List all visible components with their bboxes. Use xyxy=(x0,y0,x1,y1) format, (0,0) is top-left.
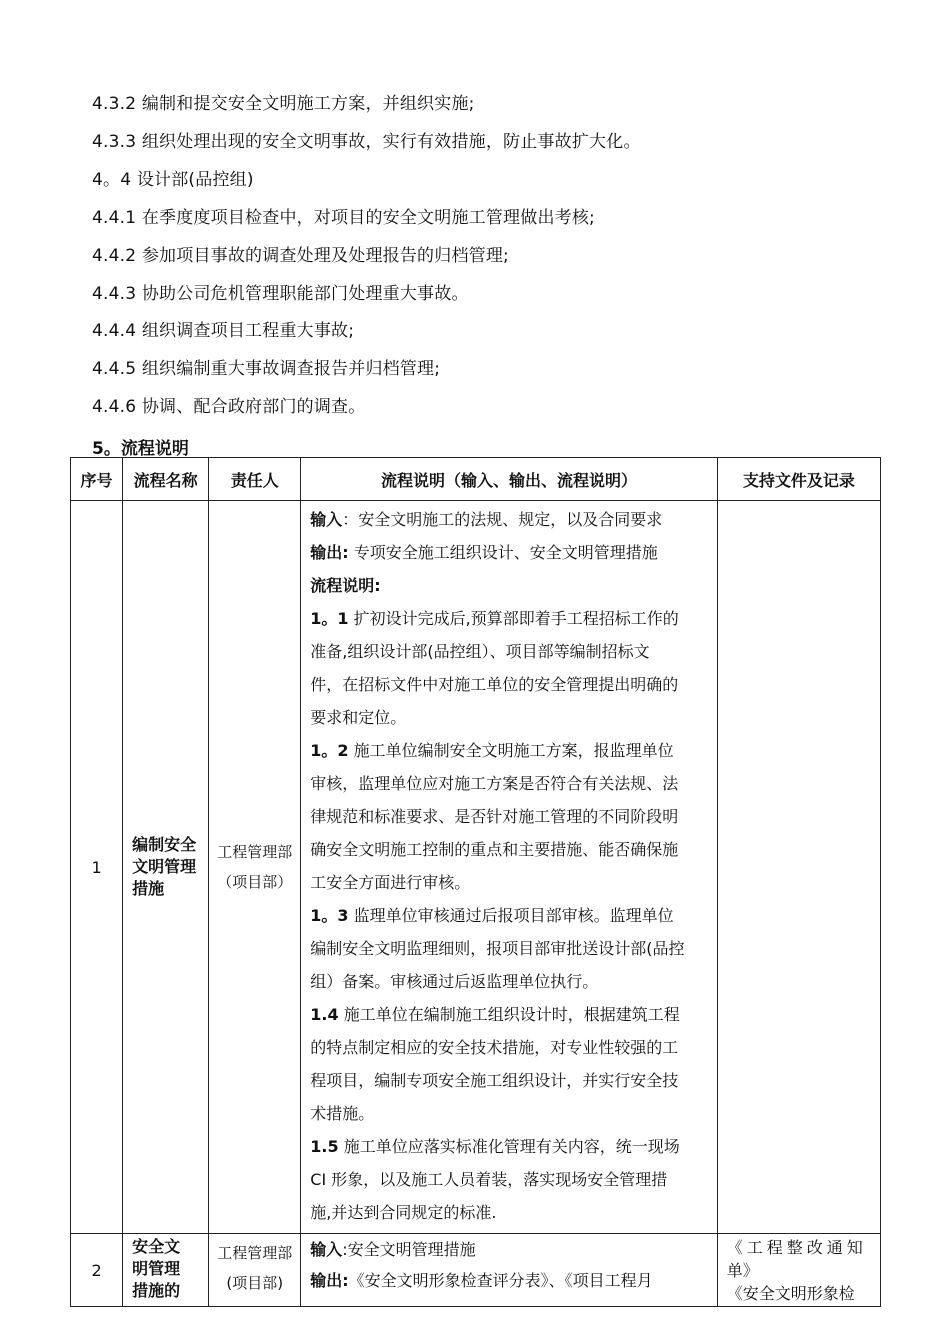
header-docs: 支持文件及记录 xyxy=(717,458,880,501)
row1-docs xyxy=(717,501,880,1234)
para-4-4-3: 4.4.3 协助公司危机管理职能部门处理重大事故。 xyxy=(92,284,469,304)
input-text: ：安全文明施工的法规、规定，以及合同要求 xyxy=(342,510,663,529)
row2-input xyxy=(310,1234,709,1265)
para-4-4-5: 4.4.5 组织编制重大事故调查报告并归档管理; xyxy=(92,359,441,379)
para-4-4-heading: 4。4 设计部(品控组) xyxy=(92,170,254,190)
header-name: 流程名称 xyxy=(123,458,209,501)
step-number: 1.4 xyxy=(310,1005,339,1024)
step-1-2 xyxy=(310,734,709,767)
output-label: 输出: xyxy=(310,1271,349,1290)
step-text: 施工单位在编制施工组织设计时，根据建筑工程 xyxy=(338,1005,680,1024)
row1-description xyxy=(301,501,718,1234)
step-text: 施工单位编制安全文明施工方案，报监理单位 xyxy=(348,741,674,760)
row2-owner-line: 工程管理部 xyxy=(217,1244,293,1262)
step-number: 1.5 xyxy=(310,1137,339,1156)
step-text: 件，在招标文件中对施工单位的安全管理提出明确的 xyxy=(310,675,679,694)
row2-owner xyxy=(209,1234,301,1307)
para-4-3-2: 4.3.2 编制和提交安全文明施工方案，并组织实施; xyxy=(92,94,475,114)
step-1-4 xyxy=(310,998,709,1031)
flow-label: 流程说明: xyxy=(310,576,381,595)
header-desc: 流程说明（输入、输出、流程说明） xyxy=(301,458,718,501)
step-text: 扩初设计完成后,预算部即着手工程招标工作的 xyxy=(348,609,679,628)
step-1-1 xyxy=(310,602,709,635)
row2-output xyxy=(310,1265,709,1296)
table-row xyxy=(71,1234,881,1307)
step-text: 组）备案。审核通过后返监理单位执行。 xyxy=(310,972,599,991)
step-text: 准备,组织设计部(品控组）、项目部等编制招标文 xyxy=(310,642,650,661)
step-text: 编制安全文明监理细则，报项目部审批送设计部(品控 xyxy=(310,939,685,958)
step-1-3 xyxy=(310,899,709,932)
process-table xyxy=(70,457,881,1307)
para-4-3-3: 4.3.3 组织处理出现的安全文明事故，实行有效措施，防止事故扩大化。 xyxy=(92,132,641,152)
table-header-row xyxy=(71,458,881,501)
step-number: 1。3 xyxy=(310,906,349,925)
row2-owner-line: (项目部) xyxy=(226,1274,284,1292)
row1-owner xyxy=(209,501,301,1234)
row2-seq: 2 xyxy=(71,1234,123,1307)
row1-seq: 1 xyxy=(71,501,123,1234)
section-title: 5。流程说明 xyxy=(92,439,189,459)
row2-docs xyxy=(717,1234,880,1307)
step-text: 审核，监理单位应对施工方案是否符合有关法规、法 xyxy=(310,774,679,793)
row1-input xyxy=(310,503,709,536)
step-text: 要求和定位。 xyxy=(310,708,407,727)
row1-name-line: 文明管理 xyxy=(132,857,197,876)
para-4-4-6: 4.4.6 协调、配合政府部门的调查。 xyxy=(92,397,366,417)
row2-name-line: 明管理 xyxy=(132,1259,181,1278)
row1-name-line: 编制安全 xyxy=(132,835,197,854)
doc-line: 《安全文明形象检 xyxy=(726,1284,855,1303)
para-4-4-1: 4.4.1 在季度度项目检查中，对项目的安全文明施工管理做出考核; xyxy=(92,208,595,228)
step-text: 施工单位应落实标准化管理有关内容，统一现场 xyxy=(338,1137,680,1156)
header-owner: 责任人 xyxy=(209,458,301,501)
step-text: 确安全文明施工控制的重点和主要措施、能否确保施 xyxy=(310,840,679,859)
input-label: 输入 xyxy=(310,510,343,529)
doc-line: 《工程整改通知 xyxy=(726,1238,867,1257)
step-number: 1。1 xyxy=(310,609,349,628)
header-seq: 序号 xyxy=(71,458,123,501)
doc-line: 单》 xyxy=(726,1261,759,1280)
row2-name xyxy=(123,1234,209,1307)
row2-name-line: 安全文 xyxy=(132,1237,181,1256)
row1-output xyxy=(310,536,709,569)
step-text: 律规范和标准要求、是否针对施工管理的不同阶段明 xyxy=(310,807,679,826)
step-number: 1。2 xyxy=(310,741,349,760)
input-label: 输入 xyxy=(310,1240,343,1259)
step-text: 术措施。 xyxy=(310,1104,375,1123)
step-text: 监理单位审核通过后报项目部审核。监理单位 xyxy=(348,906,674,925)
input-text: :安全文明管理措施 xyxy=(342,1240,476,1259)
step-text: 工安全方面进行审核。 xyxy=(310,873,471,892)
row2-description xyxy=(301,1234,718,1307)
row1-owner-line: （项目部） xyxy=(217,873,293,891)
step-text: CI 形象，以及施工人员着装，落实现场安全管理措 xyxy=(310,1170,668,1189)
step-text: 施,并达到合同规定的标准. xyxy=(310,1203,497,1222)
step-1-5 xyxy=(310,1130,709,1163)
row1-name xyxy=(123,501,209,1234)
step-text: 的特点制定相应的安全技术措施，对专业性较强的工 xyxy=(310,1038,679,1057)
para-4-4-2: 4.4.2 参加项目事故的调查处理及处理报告的归档管理; xyxy=(92,246,509,266)
output-text: 《安全文明形象检查评分表》、《项目工程月 xyxy=(348,1271,653,1290)
row1-owner-line: 工程管理部 xyxy=(217,843,293,861)
output-text: 专项安全施工组织设计、安全文明管理措施 xyxy=(348,543,658,562)
table-row xyxy=(71,501,881,1234)
row1-name-line: 措施 xyxy=(132,879,165,898)
output-label: 输出: xyxy=(310,543,349,562)
para-4-4-4: 4.4.4 组织调查项目工程重大事故; xyxy=(92,321,355,341)
row2-name-line: 措施的 xyxy=(132,1281,181,1300)
step-text: 程项目，编制专项安全施工组织设计，并实行安全技 xyxy=(310,1071,679,1090)
